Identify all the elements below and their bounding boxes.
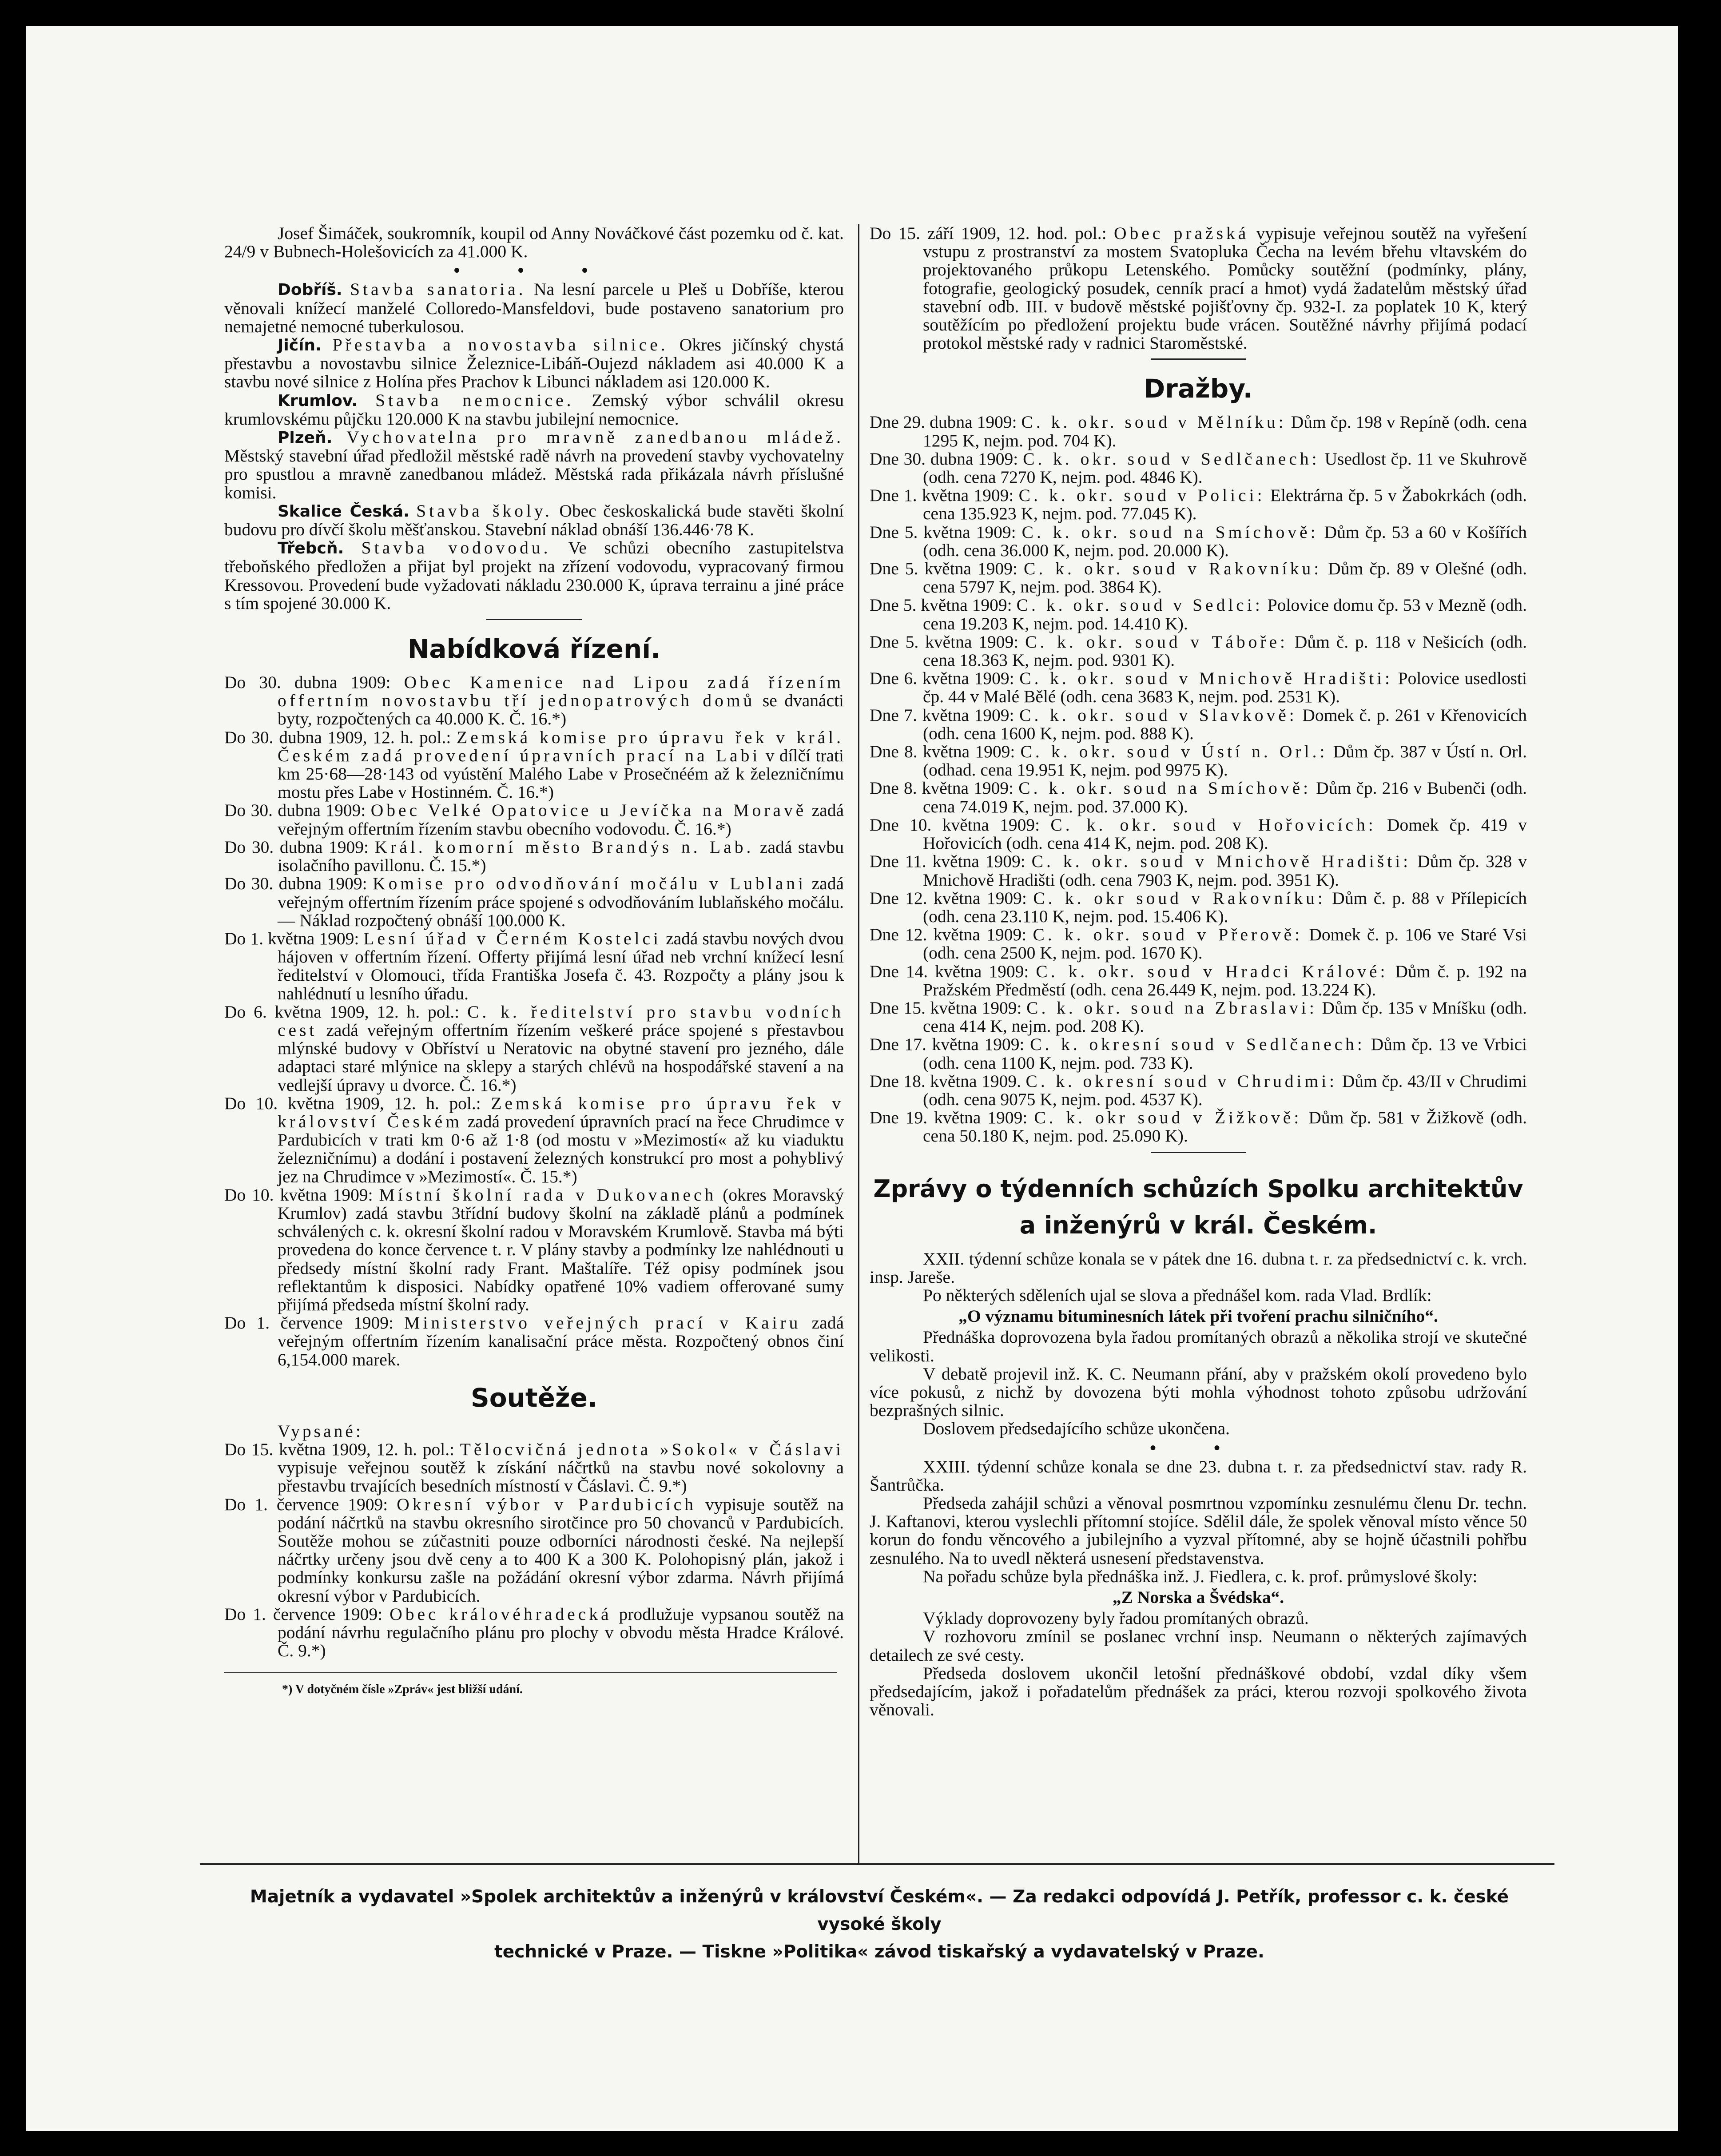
auction-text: Polovice domu čp. 53 v Mezně (odh. cena 19.203 K, nejm. pod. 14.410 K). [923,595,1527,633]
auction-date: Dne 8. května 1909: [870,778,1014,798]
news-subject: Stavba nemocnice. [375,390,574,410]
left-column [224,224,844,1697]
offer-text: zadá veřejným offertním řízením práce spojené s odvodňováním lublaňského močálu. — Náklad rozpočtený obnáší 100.000 K. [278,874,844,930]
auction-text: Dům čp. 43/II v Chrudimi (odh. cena 9075 K, nejm. pod. 4537 K). [923,1071,1527,1109]
offer-text: zadá stavbu isolačního pavillonu. Č. 15.*) [278,837,844,875]
meeting1-closing: Doslovem předsedajícího schůze ukončena. [923,1419,1230,1439]
section-rule [486,619,582,620]
contest-entry [224,1496,844,1605]
offer-entry [224,1003,844,1094]
footer-line-2: technické v Praze. — Tiskne »Politika« závod tiskařský a vydavatelský v Praze. [494,1942,1264,1962]
auction-entry [870,633,1527,669]
offer-date: Do 1. července 1909: [224,1313,393,1333]
offer-text: zadá stavbu nových dvou hájoven v offertním řízení. Offerty přijímá lesní úřad neb vrchní knížecí lesní ředitelství v Olomouci, třída Františka Josefa č. 43. Rozpočty a plány jsou k nahlédnutí u lesního úřadu. [278,928,844,1003]
auction-text: Domek čp. 419 v Hořovicích (odh. cena 414 K, nejm. pod. 208 K). [923,815,1527,853]
auction-entry [870,450,1527,486]
offer-text: zadá veřejným offertním řízením stavbu obecního vodovodu. Č. 16.*) [278,800,844,839]
news-item [224,539,844,613]
news-place: Jičín. [278,336,322,355]
meeting2-closing: Předseda doslovem ukončil letošní přednáškové období, vzdal díky všem předsedajícím, jakož i pořadatelům přednášek za práci, kterou rozvoji spolkového života věnovali. [870,1663,1527,1720]
news-text: Obec českoskalická bude stavěti školní budovu pro dívčí školu měšťanskou. Stavební náklad obnáší 136.446·78 K. [224,501,844,540]
news-place: Krumlov. [278,391,358,410]
auction-court: C. k. okr. soud v Mnichově Hradišti: [1031,851,1411,871]
news-item [224,280,844,336]
auction-entry [870,560,1527,596]
auction-court: C. k. okr. soud v Hradci Králové: [1036,961,1388,981]
offer-entry [224,838,844,875]
footer-rule [200,1863,1554,1865]
auction-date: Dne 5. května 1909: [870,522,1016,542]
offer-subject: Zemská komise pro úpravu řek v král. Českém zadá provedení úpravních prací na Labi [278,727,844,765]
auction-date: Dne 5. května 1909: [870,632,1019,652]
scan-border-left [0,0,26,2156]
auction-date: Dne 7. května 1909: [870,705,1014,725]
offer-subject: Obec Velké Opatovice u Jevíčka na Moravě [370,800,807,820]
offer-date: Do 10. května 1909, 12. h. pol.: [224,1093,481,1113]
auction-date: Dne 18. května 1909. [870,1071,1021,1091]
offer-date: Do 1. května 1909: [224,928,359,948]
contest-date: Do 1. července 1909: [224,1494,388,1514]
auction-text: Dům č. p. 88 v Přílepicích (odh. cena 23.110 K, nejm. pod. 15.406 K). [923,888,1527,926]
auction-entry [870,486,1527,523]
contest-text: vypisuje veřejnou soutěž k získání náčrtků na stavbu nové sokolovny a přestavbu trvajících besedních místností v Čáslavi. Č. 9.*) [278,1458,844,1496]
news-item [224,336,844,391]
auction-text: Domek č. p. 106 ve Staré Vsi (odh. cena 2500 K, nejm. pod. 1670 K). [923,925,1527,963]
offer-text: se dvanácti byty, rozpočtených ca 40.000 K. Č. 16.*) [278,691,844,729]
auction-date: Dne 15. května 1909: [870,998,1022,1018]
auction-date: Dne 11. května 1909: [870,851,1025,871]
auction-date: Dne 8. května 1909: [870,742,1015,762]
auction-court: C. k. okr. soud na Zbraslavi: [1026,998,1317,1018]
offer-text: zadá provedení úpravních prací na řece Chrudimce v Pardubicích v trati km 0·6 až 1·8 (od mostu v »Mezimostí« až ku viaduktu železničnímu) a dodání i postavení železných konstrukcí pro most a pohyblivý jez na Chrudimce v »Mezimostí«. Č. 15.*) [278,1111,844,1186]
contests-list [224,1440,844,1660]
news-text: Městský stavební úřad předložil městské radě návrh na provedení stavby vychovatelny pro spustlou a mravně zanedbanou mládež. Městská rada přikázala návrh příslušné komisi. [224,446,844,502]
offer-text: (okres Moravský Krumlov) zadá stavbu 3třídní budovy školní na základě plánů a podmínek schválených c. k. okresní školní radou v Moravském Krumlově. Stavba má býti provedena do konce července t. r. V plány stavby a podmínky lze nahlédnouti u předsedy místní školní rady Frant. Maštalíře. Též opisy podmínek jsou reflektantům k disposici. Nabídky opatřené 10% vadiem offerované sumy přijímá předseda místní školní rady. [278,1185,844,1314]
offer-subject: C. k. ředitelství pro stavbu vodních cest [278,1002,844,1040]
auction-court: C. k. okr. soud v Sedlčanech: [1023,449,1320,469]
meeting2-program: Na pořadu schůze byla přednáška inž. J. Fiedlera, c. k. prof. průmyslové školy: [923,1566,1478,1586]
contest-subject: Obec pražská [1113,223,1249,243]
section-rule [1151,1152,1246,1153]
meeting1-lecture-title: „O významu bituminesních látek při tvoření prachu silničního“. [958,1306,1438,1326]
auction-court: C. k. okr. soud v Ústí n. Orl.: [1020,742,1328,762]
offer-date: Do 30. dubna 1909: [224,874,367,894]
news-subject: Vychovatelna pro mravně zanedbanou mládež. [346,427,844,447]
auction-entry [870,1072,1527,1109]
auction-date: Dne 5. května 1909: [870,559,1017,579]
news-subject: Stavba školy. [416,501,552,521]
news-subject: Přestavba a novostavba silnice. [332,335,668,355]
auction-entry [870,669,1527,706]
meeting2-intro: XXIII. týdenní schůze konala se dne 23. dubna t. r. za předsednictví stav. rady R. Šantrůčka. [870,1456,1527,1495]
publisher-footer [222,1883,1537,1966]
auction-entry [870,596,1527,632]
section-rule [1151,358,1246,360]
auction-text: Dům čp. 13 ve Vrbici (odh. cena 1100 K, nejm. pod. 733 K). [923,1034,1527,1073]
auction-date: Dne 12. května 1909: [870,925,1027,945]
auction-text: Dům čp. 53 a 60 v Košířích (odh. cena 36.000 K, nejm. pod. 20.000 K). [923,522,1527,560]
auction-text: Dům čp. 387 v Ústí n. Orl. (odhad. cena 19.951 K, nejm. pod 9975 K). [923,742,1527,780]
meeting1-text: Přednáška doprovozena byla řadou promítaných obrazů a několika strojí ve skutečné velikosti. [870,1327,1527,1365]
auction-court: C. k. okresní soud v Chrudimi: [1025,1071,1338,1091]
contest-entry [224,1605,844,1660]
offer-date: Do 30. dubna 1909: [224,672,391,692]
auction-court: C. k. okr. soud v Hořovicích: [1050,815,1376,835]
auction-date: Dne 12. května 1909: [870,888,1027,908]
contest-subject: Okresní výbor v Pardubicích [397,1494,696,1514]
news-subject: Stavba sanatoria. [350,279,526,299]
offer-subject: Obec Kamenice nad Lipou zadá řízením offertním novostavbu tří jednopatrových domů [278,672,844,711]
auction-court: C. k. okr. soud v Sedlci: [1016,595,1263,615]
heading-offers: Nabídková řízení. [407,634,661,664]
column-divider [858,224,859,1863]
auction-court: C. k. okr. soud na Smíchově: [1021,522,1319,542]
meeting1-debate: V debatě projevil inž. K. C. Neumann přání, aby v pražském okolí provedeno bylo více pokusů, z nichž by dovozena býti mohla výhodnost tohoto způsobu udržování bezprašných silnic. [870,1364,1527,1420]
auction-date: Dne 10. května 1909: [870,815,1040,835]
subheading-vypsane: Vypsané: [278,1421,363,1441]
offer-entry [224,728,844,802]
auction-court: C. k. okr. soud v Táboře: [1025,632,1288,652]
auction-court: C. k. okr. soud v Slavkově: [1019,705,1297,725]
auction-entry [870,706,1527,743]
auction-text: Dům č. p. 192 na Pražském Předměstí (odh. cena 26.449 K, nejm. pod. 13.224 K). [923,961,1527,999]
auction-entry [870,743,1527,779]
offer-subject: Komise pro odvodňování močálu v Lublani [373,874,807,894]
contest-date: Do 1. července 1909: [224,1604,383,1624]
offer-entry [224,801,844,838]
auction-entry [870,926,1527,962]
scan-border-right [1678,0,1721,2156]
contest-entry [870,224,1527,352]
auction-court: C. k. okr. soud v Rakovníku: [1023,559,1322,579]
auction-entry [870,1035,1527,1072]
section-dots: • • • [453,260,615,281]
news-text: Zemský výbor schválil okresu krumlovskému půjčku 120.000 K na stavbu jubilejní nemocnice. [224,390,844,429]
meeting2-opening: Předseda zahájil schůzi a věnoval posmrtnou vzpomínku zesnulému členu Dr. techn. J. Kaftanovi, kterou vyslechli přítomní stojíce. Sdělil dále, že spolek věnoval místo věnce 50 korun do fondu věncového a jubilejního a vyzval přítomné, aby se hojně účastnili pohřbu zesnulého. Na to uvedl některá usnesení představenstva. [870,1493,1527,1568]
auction-entry [870,1109,1527,1145]
footnote: *) V dotyčném čísle »Zpráv« jest bližší udání. [282,1683,523,1697]
news-place: Skalice Česká. [278,502,409,521]
contest-subject: Obec královéhradecká [390,1604,612,1624]
contest-text: prodlužuje vypsanou soutěž na podání návrhu regulačního plánu pro plochy v obvodu města Hradce Králové. Č. 9.*) [278,1604,844,1661]
auction-text: Dům čp. 581 v Žižkově (odh. cena 50.180 K, nejm. pod. 25.090 K). [923,1108,1527,1146]
offer-entry [224,673,844,728]
auction-text: Dům čp. 328 v Mnichově Hradišti (odh. cena 7903 K, nejm. pod. 3951 K). [923,851,1527,890]
offer-entry [224,1186,844,1314]
offer-entry [224,1094,844,1186]
auction-date: Dne 17. května 1909: [870,1034,1025,1054]
meeting2-discussion: V rozhovoru zmínil se poslanec vrchní insp. Neumann o některých zajímavých detailech ze své cesty. [870,1627,1527,1665]
auction-court: C. k. okr soud v Žižkově: [1034,1108,1302,1128]
heading-meetings: Zprávy o týdenních schůzích Spolku architektův a inženýrů v král. Českém. [873,1174,1523,1239]
auction-entry [870,816,1527,852]
auction-entry [870,523,1527,560]
offer-entry [224,1314,844,1369]
news-item [224,391,844,428]
auction-court: C. k. okr. soud v Mělníku: [1021,412,1287,432]
right-column [870,224,1527,1719]
auction-court: C. k. okresní soud v Sedlčanech: [1030,1034,1365,1054]
contest-text: vypisuje soutěž na podání náčrtků na stavbu okresního sirotčince pro 50 chovanců v Pardubicích. Soutěže mohou se zúčastniti pouze odborníci národnosti české. Na nejlepší náčrtky určeny jsou dvě ceny a to 400 K a 300 K. Polohopisný plán, jakož i podmínky konkursu zašle na požádání okresní výbor zdarma. Návrh přijímá okresní výbor v Pardubicích. [278,1494,844,1606]
news-subject: Stavba vodovodu. [361,538,551,558]
offer-subject: Ministerstvo veřejných prací v Kairu [404,1313,801,1333]
contest-entry [224,1440,844,1496]
meeting2-lecture-title: „Z Norska a Švédska“. [1112,1587,1284,1607]
heading-auctions: Dražby. [1144,374,1253,404]
offer-text: zadá veřejným offertním řízením veškeré práce spojené s přestavbou mlýnské budovy v Obříství u Neratovic na obytné stavení pro jezného, dále adaptaci staré mlýnice na sklepy a starých chlévů na hospodářské stavení a na vedlejší úpravy u dvorce. Č. 16.*) [278,1020,844,1095]
building-news-list [224,280,844,613]
offer-subject: Lesní úřad v Černém Kostelci [363,928,662,948]
auctions-list [870,413,1527,1145]
auction-date: Dne 5. května 1909: [870,595,1012,615]
offer-entry [224,930,844,1003]
footnote-rule [224,1672,837,1673]
offer-date: Do 10. května 1909: [224,1185,373,1205]
offer-date: Do 30. dubna 1909, 12. h. pol.: [224,727,451,747]
auction-entry [870,889,1527,926]
news-item [224,502,844,539]
auction-date: Dne 30. dubna 1909: [870,449,1018,469]
auction-text: Dům č. p. 118 v Nešicích (odh. cena 18.363 K, nejm. pod. 9301 K). [923,632,1527,670]
meeting1-intro: XXII. týdenní schůze konala se v pátek dne 16. dubna t. r. za předsednictví c. k. vrch. insp. Jareše. [870,1249,1527,1287]
auction-entry [870,963,1527,999]
heading-contests: Soutěže. [470,1382,598,1413]
auction-date: Dne 19. května 1909: [870,1108,1028,1128]
offer-subject: Zemská komise pro úpravu řek v království Českém [278,1093,844,1131]
section-dots: • • [1149,1437,1247,1458]
auction-entry [870,999,1527,1035]
news-place: Dobříš. [278,281,342,299]
auction-date: Dne 29. dubna 1909: [870,412,1017,432]
news-place: Plzeň. [278,429,333,447]
auction-text: Domek č. p. 261 v Křenovicích (odh. cena 1600 K, nejm. pod. 888 K). [923,705,1527,743]
auction-text: Usedlost čp. 11 ve Skuhrově (odh. cena 7270 K, nejm. pod. 4846 K). [923,449,1527,487]
auction-text: Dům čp. 216 v Bubenči (odh. cena 74.019 K, nejm. pod. 37.000 K). [923,778,1527,816]
contest-text: vypisuje veřejnou soutěž na vyřešení vstupu z prostranství za mostem Svatopluka Čecha na levém břehu vltavském do projektovaného průkopu Letenského. Pomůcky soutěžní (podmínky, plány, fotografie, geologický posudek, cenník prací a hmot) vydá žadatelům městský úřad stavební odb. III. v budově městské pojišťovny čp. 932-I. za poplatek 10 K, který soutěžícím po předložení projektu bude vrácen. Soutěžné návrhy přijímá podací protokol městské rady v radnici Staroměstské. [923,223,1527,353]
auction-entry [870,852,1527,889]
offer-date: Do 30. dubna 1909: [224,837,369,857]
auction-court: C. k. okr. soud v Přerově: [1033,925,1303,945]
news-place: Třebcň. [278,539,344,558]
auction-court: C. k. okr. soud na Smíchově: [1018,778,1312,798]
auction-text: Elektrárna čp. 5 v Žabokrkách (odh. cena 135.923 K, nejm. pod. 77.045 K). [923,485,1527,524]
auction-court: C. k. okr soud v Rakovníku: [1033,888,1326,908]
news-item [224,428,844,502]
meeting2-text: Výklady doprovozeny byly řadou promítaných obrazů. [923,1608,1309,1628]
auction-entry [870,779,1527,815]
offer-subject: Místní školní rada v Dukovanech [379,1185,717,1205]
offer-date: Do 6. května 1909, 12. h. pol.: [224,1002,460,1022]
news-text: Na lesní parcele u Pleš u Dobříše, kterou věnovali knížecí manželé Colloredo-Mansfeldovi, bude postaveno sanatorium pro nemajetné nemocné tuberkulosou. [224,279,844,336]
auction-date: Dne 6. května 1909: [870,668,1014,688]
auction-court: C. k. okr. soud v Mnichově Hradišti: [1019,668,1393,688]
auction-text: Dům čp. 89 v Olešné (odh. cena 5797 K, nejm. pod. 3864 K). [923,559,1527,597]
offers-list [224,673,844,1369]
auction-entry [870,413,1527,449]
intro-paragraph: Josef Šimáček, soukromník, koupil od Anny Nováčkové část pozemku od č. kat. 24/9 v Bubnech-Holešovicích za 41.000 K. [224,223,844,262]
offer-text: v dílčí trati km 25·68—28·143 od vyústění Malého Labe v Prosečnéém až k železničnímu mostu přes Labe v Hostinném. Č. 16.*) [278,745,844,802]
meeting1-speaker: Po některých sděleních ujal se slova a přednášel kom. rada Vlad. Brdlík: [923,1285,1432,1305]
offer-date: Do 30. dubna 1909: [224,800,366,820]
news-text: Okres jičínský chystá přestavbu a novostavbu silnice Železnice-Libáň-Oujezd nákladem asi 40.000 K a stavbu nové silnice z Holína přes Prachov k Libunci nákladem asi 120.000 K. [224,335,844,392]
offer-text: zadá veřejným offertním řízením kanalisační práce města. Rozpočtený obnos činí 6,154.000 marek. [278,1313,844,1369]
contest-subject: Tělocvičná jednota »Sokol« v Čáslavi [460,1439,844,1459]
auction-date: Dne 14. května 1909: [870,961,1029,981]
offer-entry [224,875,844,930]
auction-text: Dům čp. 135 v Mníšku (odh. cena 414 K, nejm. pod. 208 K). [923,998,1527,1036]
auction-text: Dům čp. 198 v Repíně (odh. cena 1295 K, nejm. pod. 704 K). [923,412,1527,450]
offer-subject: Král. komorní město Brandýs n. Lab. [374,837,754,857]
contest-date: Do 15. září 1909, 12. hod. pol.: [870,223,1107,243]
auction-date: Dne 1. května 1909: [870,485,1014,505]
auction-text: Polovice usedlosti čp. 44 v Malé Bělé (odh. cena 3683 K, nejm. pod. 2531 K). [923,668,1527,707]
auction-court: C. k. okr. soud v Polici: [1018,485,1265,505]
footer-line-1: Majetník a vydavatel »Spolek architektův a inženýrů v království Českém«. — Za redakci odpovídá J. Petřík, professor c. k. české vysoké školy [250,1887,1509,1934]
contest-date: Do 15. května 1909, 12. h. pol.: [224,1439,455,1459]
news-text: Ve schůzi obecního zastupitelstva třeboňského předložen a přijat byl projekt na zřízení vodovodu, vypracovaný firmou Kressovou. Provedení bude vyžadovati nákladu 230.000 K, úprava terrainu a jiné práce s tím spojené 30.000 K. [224,538,844,613]
